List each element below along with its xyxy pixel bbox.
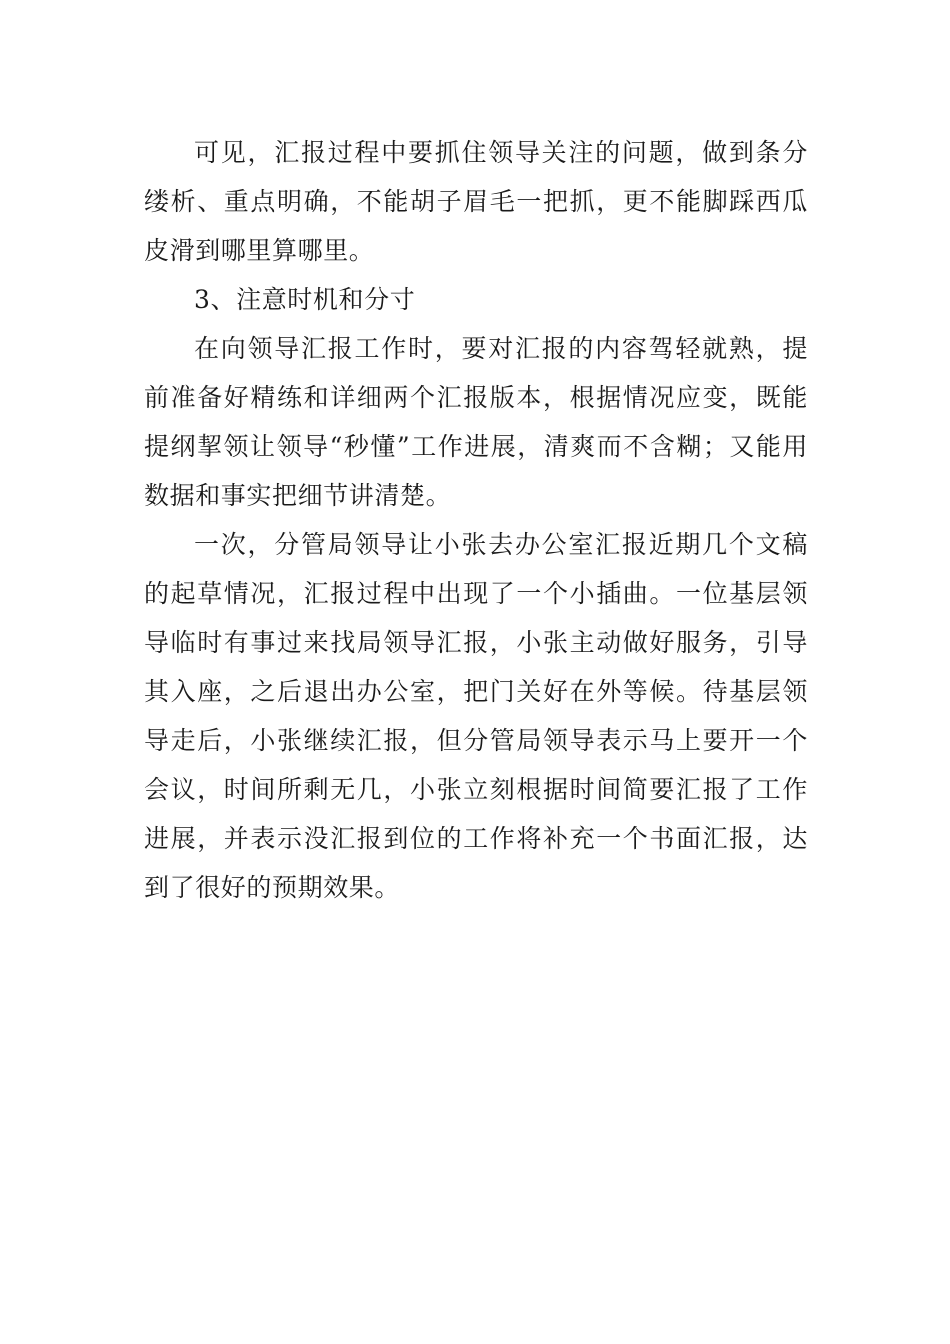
section-heading: 3、注意时机和分寸 bbox=[194, 285, 416, 314]
paragraph-timing: 在向领导汇报工作时，要对汇报的内容驾轻就熟，提前准备好精练和详细两个汇报版本，根据情况应变，既能提纲挈领让领导“秒懂”工作进展，清爽而不含糊；又能用数据和事实把细节讲清楚。 bbox=[144, 334, 808, 510]
paragraph-example: 一次，分管局领导让小张去办公室汇报近期几个文稿的起草情况，汇报过程中出现了一个小插曲。一位基层领导临时有事过来找局领导汇报，小张主动做好服务，引导其入座，之后退出办公室，把门关好在外等候。待基层领导走后，小张继续汇报，但分管局领导表示马上要开一个会议，时间所剩无几，小张立刻根据时间简要汇报了工作进展，并表示没汇报到位的工作将补充一个书面汇报，达到了很好的预期效果。 bbox=[144, 530, 808, 902]
paragraph-conclusion: 可见，汇报过程中要抓住领导关注的问题，做到条分缕析、重点明确，不能胡子眉毛一把抓，更不能脚踩西瓜皮滑到哪里算哪里。 bbox=[144, 138, 808, 265]
document-body bbox=[144, 128, 808, 912]
